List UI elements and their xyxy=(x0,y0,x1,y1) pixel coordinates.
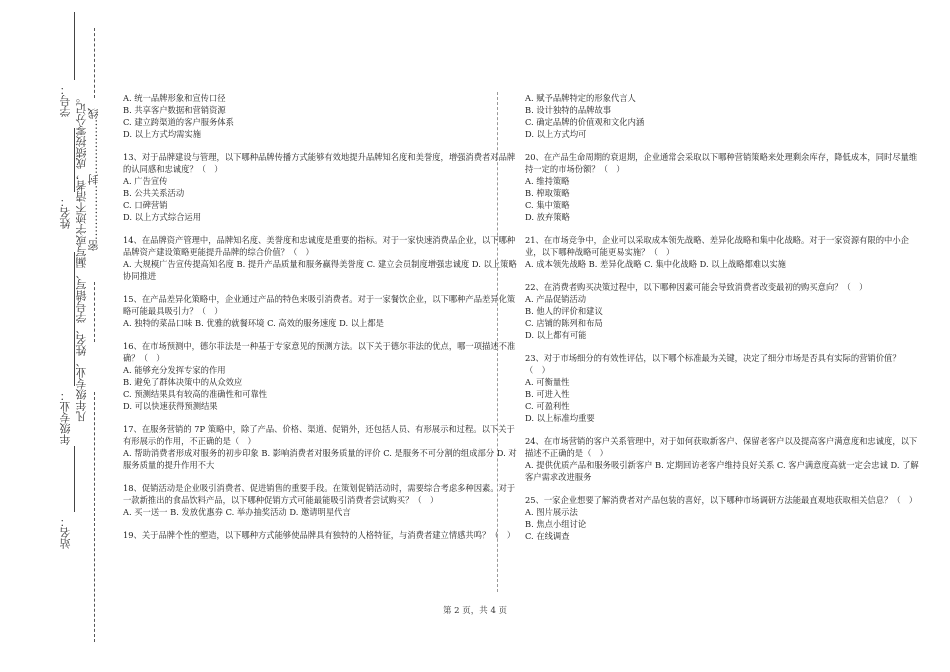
option-text: B. 榨取策略 xyxy=(525,188,570,198)
binding-margin xyxy=(0,0,110,672)
left-column xyxy=(123,92,518,541)
option-text: A. 成本领先战略 B. 差异化战略 C. 集中化战略 D. 以上战略都难以实施 xyxy=(525,259,786,269)
option-text: C. 集中策略 xyxy=(525,200,570,210)
question-24: 24、在市场营销的客户关系管理中，对于如何获取新客户、保留老客户以及提高客户满意度和忠诚度，以下描述不正确的是（ ） xyxy=(525,436,918,458)
option-text: A. 统一品牌形象和宣传口径 xyxy=(123,93,226,103)
school-label: 站名： xyxy=(59,516,72,549)
option-text: A. 维持策略 xyxy=(525,176,570,186)
option-text: B. 避免了群体决策中的从众效应 xyxy=(123,377,243,387)
option-text: C. 在线调查 xyxy=(525,531,570,541)
option-text: A. 赋予品牌特定的形象代言人 xyxy=(525,93,636,103)
option-text: D. 以上方式均可 xyxy=(525,129,587,139)
option-text: A. 买一送一 B. 发放优惠券 C. 举办抽奖活动 D. 邀请明星代言 xyxy=(123,507,351,517)
option-text: B. 焦点小组讨论 xyxy=(525,519,587,529)
option-text: A. 提供优质产品和服务吸引新客户 B. 定期回访老客户维持良好关系 C. 客户满意度高就一定会忠诚 D. 了解客户需求改进服务 xyxy=(525,460,919,482)
option-text: C. 口碑营销 xyxy=(123,200,168,210)
question-19: 19、关于品牌个性的塑造，以下哪种方式能够使品牌具有独特的人格特征，与消费者建立情感共鸣？（ ） xyxy=(123,530,516,540)
option-text: B. 共享客户数据和营销资源 xyxy=(123,105,226,115)
option-text: A. 可衡量性 xyxy=(525,377,570,387)
seal-dash-middle xyxy=(94,282,95,342)
question-14: 14、在品牌资产管理中，品牌知名度、美誉度和忠诚度是重要的指标。对于一家快速消费品企业，以下哪种品牌资产建设策略更能提升品牌的综合价值？（ ） xyxy=(123,235,516,257)
exam-number-label: 学号： xyxy=(59,84,72,117)
option-text: D. 放弃策略 xyxy=(525,212,570,222)
option-text: B. 他人的评价和建议 xyxy=(525,306,603,316)
binding-instruction: 凡年级专业、姓名、学号错写、漏写或字迹不清者，成绩按零分记。 xyxy=(75,92,88,422)
question-16: 16、在市场预测中，德尔菲法是一种基于专家意见的预测方法。以下关于德尔菲法的优点，哪一项描述不准确？（ ） xyxy=(123,341,516,363)
question-20: 20、在产品生命周期的衰退期，企业通常会采取以下哪种营销策略来处理剩余库存，降低成本，同时尽量维持一定的市场份额？（ ） xyxy=(525,152,918,174)
option-text: A. 产品促销活动 xyxy=(525,294,587,304)
seal-line-text: 密……………封……………线 xyxy=(87,108,100,251)
question-22: 22、在消费者购买决策过程中，以下哪种因素可能会导致消费者改变最初的购买意向？（ ） xyxy=(525,282,868,292)
option-text: A. 独特的菜品口味 B. 优雅的就餐环境 C. 高效的服务速度 D. 以上都是 xyxy=(123,318,384,328)
option-text: C. 预测结果具有较高的准确性和可靠性 xyxy=(123,389,268,399)
class-label: 年级专业： xyxy=(59,390,72,445)
name-label: 姓名： xyxy=(59,196,72,229)
page-footer: 第 2 页，共 4 页 xyxy=(442,606,508,616)
right-column xyxy=(525,92,920,542)
option-text: B. 设计独特的品牌故事 xyxy=(525,105,612,115)
question-21: 21、在市场竞争中，企业可以采取成本领先战略、差异化战略和集中化战略。对于一家资源有限的中小企业，以下哪种战略可能更易实施？（ ） xyxy=(525,235,909,257)
question-15: 15、在产品差异化策略中，企业通过产品的特色来吸引消费者。对于一家餐饮企业，以下哪种产品差异化策略可能最具吸引力？（ ） xyxy=(123,294,516,316)
option-text: C. 建立跨渠道的客户服务体系 xyxy=(123,117,234,127)
column-divider xyxy=(497,92,498,592)
question-25: 25、一家企业想要了解消费者对产品包装的喜好，以下哪种市场调研方法能最直观地获取相关信息？（ ） xyxy=(525,495,918,505)
option-text: A. 帮助消费者形成对服务的初步印象 B. 影响消费者对服务质量的评价 C. 是服务不可分割的组成部分 D. 对服务质量的提升作用不大 xyxy=(123,448,517,470)
question-13: 13、对于品牌建设与管理，以下哪种品牌传播方式能够有效地提升品牌知名度和美誉度，增强消费者对品牌的认同感和忠诚度？（ ） xyxy=(123,152,516,174)
option-text: C. 店铺的陈列和布局 xyxy=(525,318,603,328)
option-text: A. 图片展示法 xyxy=(525,507,578,517)
option-text: A. 大规模广告宣传提高知名度 B. 提升产品质量和服务赢得美誉度 C. 建立会员制度增强忠诚度 D. 以上策略协同推进 xyxy=(123,259,517,281)
question-23: 23、对于市场细分的有效性评估，以下哪个标准最为关键，决定了细分市场是否具有实际的营销价值？（ ） xyxy=(525,353,901,375)
question-17: 17、在服务营销的 7P 策略中，除了产品、价格、渠道、促销外，还包括人员、有形展示和过程。以下关于有形展示的作用，不正确的是（ ） xyxy=(123,424,515,446)
option-text: D. 以上标准均重要 xyxy=(525,413,595,423)
option-text: D. 以上方式综合运用 xyxy=(123,212,202,222)
option-text: D. 可以快速获得预测结果 xyxy=(123,401,218,411)
option-text: A. 能够充分发挥专家的作用 xyxy=(123,365,226,375)
option-text: D. 以上都有可能 xyxy=(525,330,587,340)
exam-number-line xyxy=(74,12,75,80)
seal-dash-top xyxy=(94,28,95,98)
option-text: D. 以上方式均需实施 xyxy=(123,129,202,139)
option-text: A. 广告宣传 xyxy=(123,176,168,186)
school-line xyxy=(74,446,75,512)
option-text: B. 可进入性 xyxy=(525,389,570,399)
question-18: 18、促销活动是企业吸引消费者、促进销售的重要手段。在策划促销活动时，需要综合考虑多种因素。对于一款新推出的食品饮料产品，以下哪种促销方式可能最能吸引消费者尝试购买？（ ） xyxy=(123,483,516,505)
option-text: C. 可盈利性 xyxy=(525,401,570,411)
option-text: C. 确定品牌的价值观和文化内涵 xyxy=(525,117,645,127)
option-text: B. 公共关系活动 xyxy=(123,188,185,198)
